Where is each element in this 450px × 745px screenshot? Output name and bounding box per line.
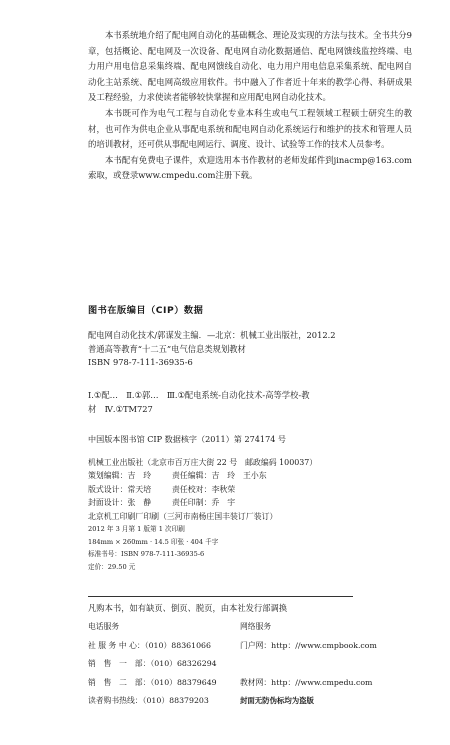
contact-row: [88, 674, 408, 693]
cover-designer: 封面设计：张 静: [88, 498, 152, 508]
book-introduction: [88, 28, 412, 184]
cip-series-line: 普通高等教育“十二五”电气信息类规划教材: [88, 343, 246, 354]
printer-line: 北京机工印刷厂印刷（三河市南杨庄国丰装订厂装订）: [88, 511, 278, 521]
cip-heading: 图书在版编目（CIP）数据: [88, 305, 204, 316]
cover-row: [88, 496, 412, 509]
contact-services: [88, 618, 408, 711]
portal-website[interactable]: 门户网：http：//www.cmpbook.com: [240, 640, 377, 650]
intro-paragraph-3: 本书配有免费电子课件，欢迎选用本书作教材的老师发邮件到jinacmp@163.com索取，或登录www.cmpedu.com注册下载。: [88, 154, 412, 181]
phone-service-heading: 电话服务: [88, 622, 120, 631]
print-supervisor: 责任印制：乔 宇: [172, 498, 236, 508]
editor-row: [88, 469, 412, 482]
section-divider: [88, 596, 353, 597]
cip-title-line: 配电网自动化技术/郭谋发主编．—北京：机械工业出版社，2012.2: [88, 330, 336, 340]
intro-paragraph-2: 本书既可作为电气工程与自动化专业本科生或电气工程领域工程硕士研究生的教材，也可作为供电企业从事配电系统和配电网自动化系统运行和维护的技术和管理人员的培训教材，还可供从事配电网运行、调度、设计、试验等工作的技术人员参考。: [88, 107, 412, 150]
contact-header-row: [88, 618, 408, 637]
edition-line: 2012 年 3 月第 1 版第 1 次印刷: [88, 525, 185, 534]
publisher-info: [88, 456, 412, 573]
anti-piracy-notice: 封面无防伪标均为盗版: [240, 696, 314, 706]
intro-paragraph-1: 本书系统地介绍了配电网自动化的基础概念、理论及实现的方法与技术。全书共分9章，包括概论、配电网及一次设备、配电网自动化数据通信、配电网馈线监控终端、电力用户用电信息采集终端、配电网馈线自动化、电力用户用电信息采集系统、配电网自动化主站系统、配电网高级应用软件。书中融入了作者近十年来的教学心得、科研成果及工程经验，力求使读者能够较快掌握和应用配电网自动化技术。: [88, 30, 412, 103]
layout-designer: 版式设计：常天培: [88, 484, 152, 494]
isbn-line: 标准书号：ISBN 978-7-111-36935-6: [88, 550, 205, 559]
design-row: [88, 483, 412, 496]
web-service-heading: 网络服务: [240, 622, 272, 631]
contact-row: [88, 692, 408, 711]
sales-dept-1-phone: 销 售 一 部：（010）68326294: [88, 659, 217, 669]
cip-class-line-1: Ⅰ.①配… Ⅱ.①郭… Ⅲ.①配电系统-自动化技术-高等学校-教: [88, 390, 310, 400]
publisher-address: 机械工业出版社（北京市百万庄大街 22 号 邮政编码 100037）: [88, 458, 318, 467]
format-line: 184mm × 260mm · 14.5 印张 · 404 千字: [88, 537, 219, 546]
replacement-notice: 凡购本书，如有缺页、倒页、脱页，由本社发行部调换: [88, 603, 288, 613]
cip-classification: [88, 389, 410, 416]
textbook-website[interactable]: 教材网：http：//www.cmpedu.com: [240, 677, 373, 687]
contact-row: [88, 637, 408, 656]
cip-isbn-line: ISBN 978-7-111-36935-6: [88, 357, 193, 367]
service-center-phone: 社 服 务 中 心：（010）88361066: [88, 640, 211, 650]
price-line: 定价：29.50 元: [88, 562, 136, 571]
proofreader: 责任校对：李秋荣: [172, 484, 236, 494]
cip-class-line-2: 材 Ⅳ.①TM727: [88, 403, 153, 414]
contact-row: [88, 655, 408, 674]
reader-hotline: 读者购书热线：（010）88379203: [88, 696, 209, 706]
sales-dept-2-phone: 销 售 二 部：（010）88379649: [88, 677, 217, 687]
empty-cell: [240, 655, 408, 674]
cip-record: [88, 329, 410, 370]
planning-editor: 策划编辑：吉 玲: [88, 471, 152, 481]
responsible-editor: 责任编辑：吉 玲 王小东: [172, 471, 267, 481]
cip-core-number: 中国版本图书馆 CIP 数据核字（2011）第 274174 号: [88, 434, 287, 444]
